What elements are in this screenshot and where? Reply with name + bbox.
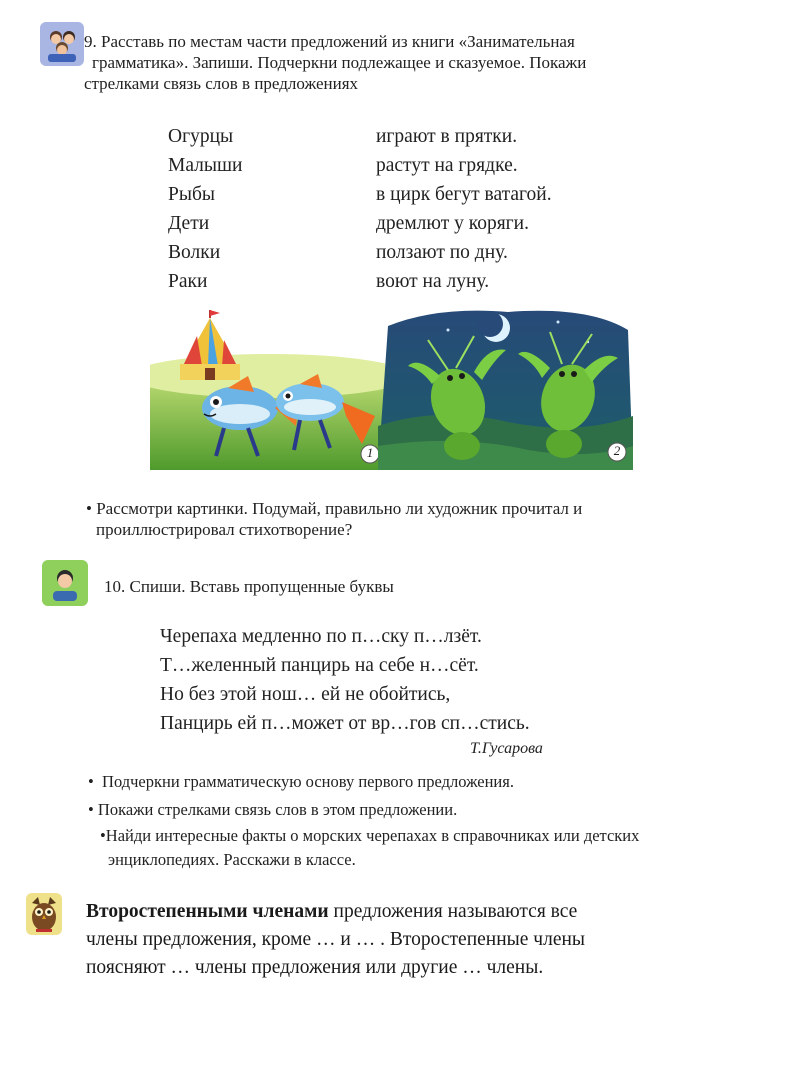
- poem-line: Т…желенный панцирь на себе н…сёт.: [160, 655, 479, 676]
- subject-item: Малыши: [168, 155, 243, 176]
- subjects-column: [168, 122, 242, 296]
- bullet-item: Найди интересные факты о морских черепахах в справочниках или детских: [105, 826, 640, 845]
- bullet-item-continued: энциклопедиях. Расскажи в классе.: [108, 850, 356, 869]
- predicate-item: ползают по дну.: [376, 242, 508, 263]
- bullet-dot: •: [88, 772, 103, 791]
- poem-line: Черепаха медленно по п…ску п…лзёт.: [160, 626, 482, 647]
- subject-item: Рыбы: [168, 184, 215, 205]
- predicate-item: растут на грядке.: [376, 155, 518, 176]
- individual-work-icon: [42, 560, 88, 606]
- poem: [160, 622, 530, 738]
- poem-line: Но без этой нош… ей не обойтись,: [160, 684, 451, 705]
- subject-item: Раки: [168, 271, 208, 292]
- exercise-9-instruction-line-1: 9. Расставь по местам части предложений из книги «Занимательная: [84, 32, 575, 51]
- question-line-2: проиллюстрировал стихотворение?: [96, 520, 353, 539]
- picture-number-1: 1: [366, 445, 374, 460]
- rule-line-2: члены предложения, кроме … и … . Второстепенные члены: [86, 929, 586, 950]
- bullet-item: Подчеркни грамматическую основу первого предложения.: [102, 772, 514, 791]
- exercise-9-instruction-line-2: грамматика». Запиши. Подчеркни подлежащее и сказуемое. Покажи: [92, 53, 587, 72]
- illustration-fish-circus: [150, 306, 385, 470]
- picture-number-2: 2: [613, 443, 621, 458]
- rule-bold-term: Второстепенными членами: [86, 901, 329, 922]
- poem-line: Панцирь ей п…может от вр…гов сп…стись.: [160, 713, 530, 734]
- question-line-1: Рассмотри картинки. Подумай, правильно ли художник прочитал и: [96, 499, 583, 518]
- subject-item: Дети: [168, 213, 210, 234]
- predicate-item: дремлют у коряги.: [376, 213, 529, 234]
- subject-item: Огурцы: [168, 126, 234, 147]
- owl-icon: [26, 893, 62, 935]
- predicate-item: в цирк бегут ватагой.: [376, 184, 552, 205]
- pair-work-icon: [40, 22, 84, 66]
- predicate-item: играют в прятки.: [376, 126, 518, 147]
- exercise-9-instruction-line-3: стрелками связь слов в предложениях: [84, 74, 359, 93]
- bullet-dot: •: [86, 499, 97, 518]
- subject-item: Волки: [168, 242, 221, 263]
- bullet-item: Покажи стрелками связь слов в этом предложении.: [97, 800, 458, 819]
- rule-line-1: предложения называются все: [328, 901, 578, 922]
- illustration-crayfish-moon: [378, 306, 633, 470]
- predicate-item: воют на луну.: [376, 271, 490, 292]
- poem-author: Т.Гусарова: [470, 740, 543, 757]
- bullet-dot: •: [100, 826, 106, 845]
- predicates-column: [376, 122, 552, 296]
- bullet-dot: •: [88, 800, 98, 819]
- exercise-10-title: 10. Спиши. Вставь пропущенные буквы: [104, 577, 394, 596]
- rule-line-3: поясняют … члены предложения или другие … члены.: [86, 957, 544, 978]
